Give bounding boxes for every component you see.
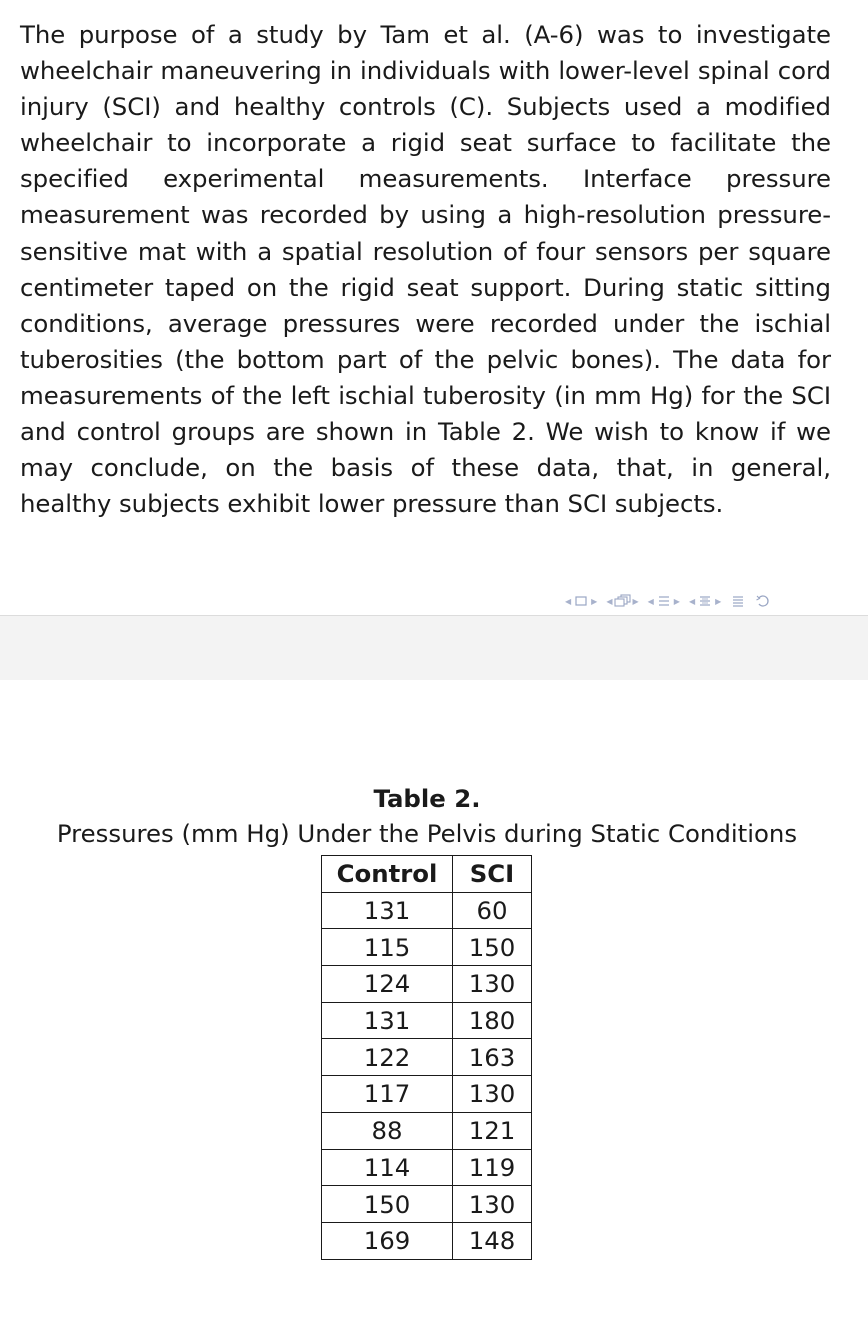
table-row <box>322 1039 532 1076</box>
align-nav[interactable] <box>730 594 746 608</box>
back-nav[interactable] <box>755 594 771 608</box>
slide-separator <box>0 615 868 681</box>
section-nav-icon[interactable] <box>656 594 672 608</box>
left-arrow-icon[interactable]: ◀ <box>565 596 572 606</box>
control-cell: 131 <box>322 1002 453 1039</box>
column-header-sci: SCI <box>453 856 532 893</box>
table-caption: Pressures (mm Hg) Under the Pelvis during Static Conditions <box>56 819 798 848</box>
right-arrow-icon[interactable]: ▶ <box>632 596 639 606</box>
control-cell: 122 <box>322 1039 453 1076</box>
sci-cell: 60 <box>453 892 532 929</box>
table-header-row <box>322 856 532 893</box>
sci-cell: 148 <box>453 1222 532 1259</box>
table-row <box>322 966 532 1003</box>
slide-1 <box>0 0 868 615</box>
column-header-control: Control <box>322 856 453 893</box>
control-cell: 115 <box>322 929 453 966</box>
section-nav[interactable] <box>648 594 680 608</box>
pressure-table <box>321 855 532 1260</box>
subsection-nav[interactable] <box>606 594 638 608</box>
table-row <box>322 1186 532 1223</box>
sci-cell: 150 <box>453 929 532 966</box>
frame-nav-icon[interactable] <box>573 594 589 608</box>
subsection-list-nav-icon[interactable] <box>697 594 713 608</box>
table-row <box>322 929 532 966</box>
left-arrow-icon[interactable]: ◀ <box>647 596 654 606</box>
control-cell: 169 <box>322 1222 453 1259</box>
sci-cell: 163 <box>453 1039 532 1076</box>
control-cell: 124 <box>322 966 453 1003</box>
left-arrow-icon[interactable]: ◀ <box>606 596 613 606</box>
table-row <box>322 1222 532 1259</box>
subsection-list-nav[interactable] <box>689 594 721 608</box>
table-row <box>322 1002 532 1039</box>
control-cell: 150 <box>322 1186 453 1223</box>
table-row <box>322 892 532 929</box>
table-row <box>322 1149 532 1186</box>
frame-nav[interactable] <box>565 594 597 608</box>
table-row <box>322 1112 532 1149</box>
table-title: Table 2. <box>373 784 481 813</box>
beamer-navigation-bar <box>565 590 780 612</box>
table-row <box>322 1076 532 1113</box>
control-cell: 88 <box>322 1112 453 1149</box>
control-cell: 117 <box>322 1076 453 1113</box>
right-arrow-icon[interactable]: ▶ <box>715 596 722 606</box>
right-arrow-icon[interactable]: ▶ <box>673 596 680 606</box>
sci-cell: 180 <box>453 1002 532 1039</box>
problem-paragraph: The purpose of a study by Tam et al. (A-6) was to investigate wheelchair maneuvering in individuals with lower-level spinal cord injury (SCI) and healthy controls (C). Subjects used a modified wheelchair to incorporate a rigid seat surface to facilitate the specified experimental measurements. Interface pressure measurement was recorded by using a high-resolution pressure-sensitive mat with a spatial resolution of four sensors per square centimeter taped on the rigid seat support. During static sitting conditions, average pressures were recorded under the ischial tuberosities (the bottom part of the pelvic bones). The data for measurements of the left ischial tuberosity (in mm Hg) for the SCI and control groups are shown in Table 2. We wish to know if we may conclude, on the basis of these data, that, in general, healthy subjects exhibit lower pressure than SCI subjects. <box>20 20 831 519</box>
sci-cell: 130 <box>453 1076 532 1113</box>
align-icon[interactable] <box>730 594 746 608</box>
sci-cell: 130 <box>453 966 532 1003</box>
subsection-nav-icon[interactable] <box>614 594 630 608</box>
right-arrow-icon[interactable]: ▶ <box>591 596 598 606</box>
sci-cell: 130 <box>453 1186 532 1223</box>
control-cell: 114 <box>322 1149 453 1186</box>
control-cell: 131 <box>322 892 453 929</box>
left-arrow-icon[interactable]: ◀ <box>688 596 696 606</box>
back-icon[interactable] <box>755 594 771 608</box>
sci-cell: 119 <box>453 1149 532 1186</box>
sci-cell: 121 <box>453 1112 532 1149</box>
